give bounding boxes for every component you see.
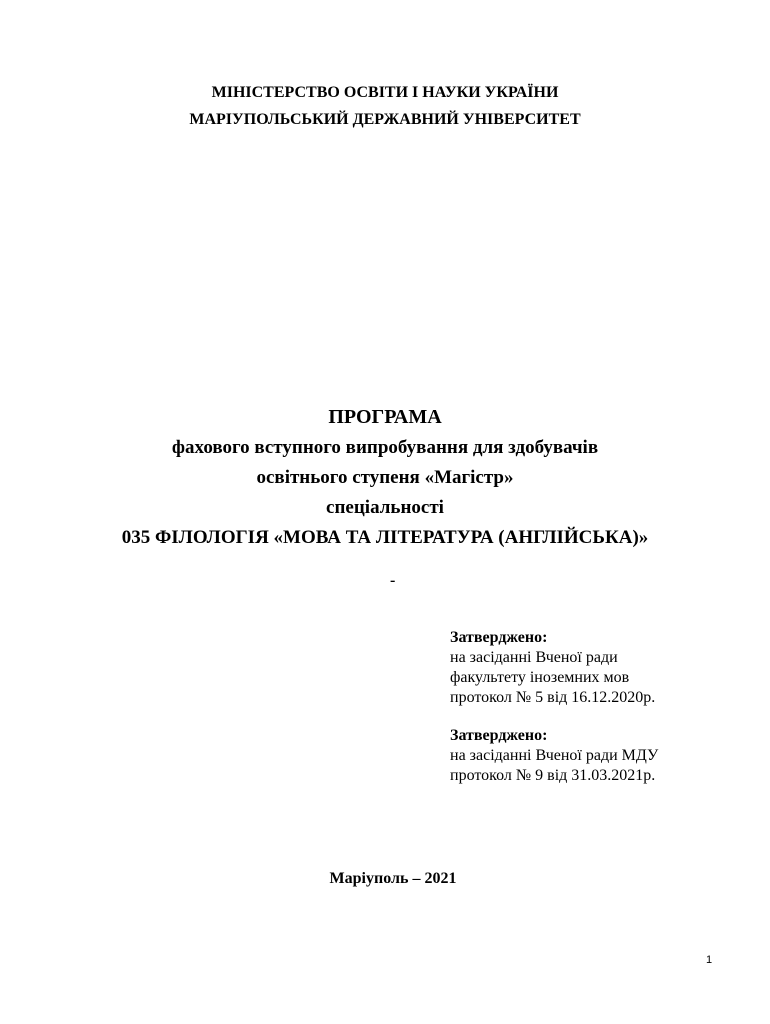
approval-title: Затверджено:	[450, 629, 548, 646]
approval-line: на засіданні Вченої ради МДУ	[450, 747, 659, 764]
specialty-line: 035 ФІЛОЛОГІЯ «МОВА ТА ЛІТЕРАТУРА (АНГЛІЙСЬКА)»	[121, 527, 649, 548]
ministry-heading: МІНІСТЕРСТВО ОСВІТИ І НАУКИ УКРАЇНИ	[211, 84, 559, 101]
university-heading: МАРІУПОЛЬСЬКИЙ ДЕРЖАВНИЙ УНІВЕРСИТЕТ	[189, 111, 581, 128]
page-number: 1	[706, 954, 713, 966]
title-line-1: фахового вступного випробування для здобувачів	[171, 437, 599, 458]
approval-line: на засіданні Вченої ради	[450, 649, 618, 666]
title-line-3: спеціальності	[326, 497, 444, 518]
approval-block-faculty	[450, 628, 655, 708]
approval-title: Затверджено:	[450, 727, 548, 744]
city-year: Маріуполь – 2021	[329, 870, 457, 887]
approval-line: факультету іноземних мов	[450, 669, 630, 686]
title-line-2: освітнього ступеня «Магістр»	[256, 467, 514, 488]
document-title: ПРОГРАМА	[328, 406, 442, 428]
approval-protocol: протокол № 9 від 31.03.2021р.	[450, 767, 656, 784]
approval-block-university	[450, 726, 658, 786]
approval-protocol: протокол № 5 від 16.12.2020р.	[450, 689, 656, 706]
separator-dash: -	[390, 572, 396, 589]
